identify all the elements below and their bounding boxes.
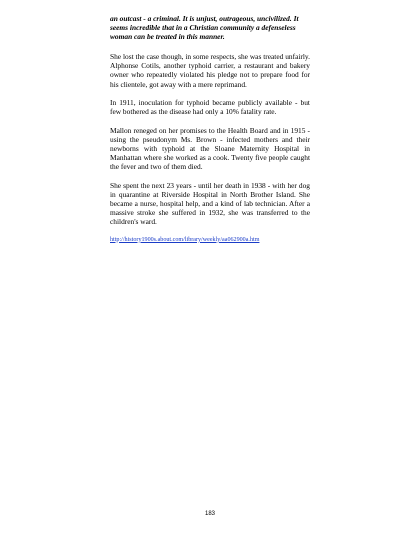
paragraph-case-lost: She lost the case though, in some respects, she was treated unfairly. Alphonse Cotils, another typhoid carrier, a restaurant and bakery owner who repeatedly violated his pledge not to prepare food for his clientele, got away with a mere reprimand. [110,52,310,89]
paragraph-quarantine: She spent the next 23 years - until her death in 1938 - with her dog in quarantine at Riverside Hospital in North Brother Island. She became a nurse, hospital help, and a kind of lab technician. After a massive stroke she suffered in 1932, she was transferred to the children's ward. [110,180,310,227]
quoted-passage: an outcast - a criminal. It is unjust, outrageous, uncivilized. It seems incredible that in a Christian community a defenseless woman can be treated in this manner. [110,14,299,42]
paragraph-sloane-hospital: Mallon reneged on her promises to the Health Board and in 1915 - using the pseudonym Ms. Brown - infected mothers and their newborns with typhoid at the Sloane Maternity Hospital in Manhattan where she worked as a cook. Twenty five people caught the fever and two of them died. [110,125,310,172]
paragraph-inoculation: In 1911, inoculation for typhoid became publicly available - but few bothered as the disease had only a 10% fatality rate. [110,98,310,117]
page-content [110,14,310,245]
source-link[interactable]: http://history1900s.about.com/library/weekly/aa062900a.htm [110,236,260,243]
page-number: 183 [204,511,215,517]
